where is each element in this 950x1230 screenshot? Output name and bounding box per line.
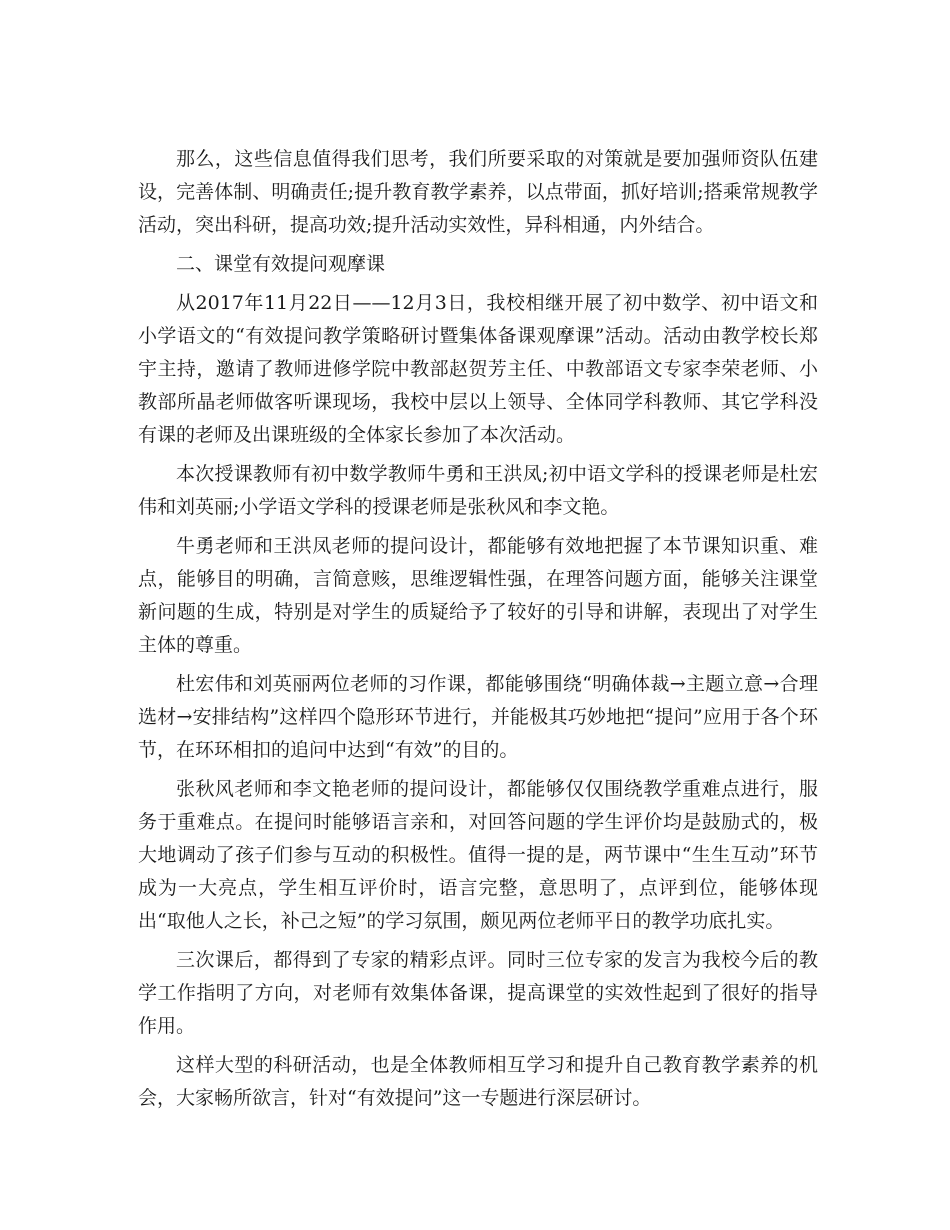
paragraph-expert-review: 三次课后，都得到了专家的精彩点评。同时三位专家的发言为我校今后的教学工作指明了方向，对老师有效集体备课，提高课堂的实效性起到了很好的指导作用。 (138, 949, 818, 1037)
paragraph-activity-overview: 从2017年11月22日——12月3日，我校相继开展了初中数学、初中语文和小学语文的“有效提问教学策略研讨暨集体备课观摩课”活动。活动由教学校长郑宇主持，邀请了教师进修学院中教部赵贺芳主任、中教部语文专家李荣老师、小教部所晶老师做客听课现场，我校中层以上领导、全体同学科教师、其它学科没有课的老师及出课班级的全体家长参加了本次活动。 (138, 292, 818, 446)
section-heading: 二、课堂有效提问观摩课 (176, 253, 386, 275)
document-body (138, 143, 818, 1121)
paragraph-math-teachers: 牛勇老师和王洪凤老师的提问设计，都能够有效地把握了本节课知识重、难点，能够目的明确，言简意赅，思维逻辑性强，在理答问题方面，能够关注课堂新问题的生成，特别是对学生的质疑给予了较好的引导和讲解，表现出了对学生主体的尊重。 (138, 535, 818, 656)
paragraph-chinese-junior: 杜宏伟和刘英丽两位老师的习作课，都能够围绕“明确体裁→主题立意→合理选材→安排结构”这样四个隐形环节进行，并能极其巧妙地把“提问”应用于各个环节，在环环相扣的追问中达到“有效”的目的。 (138, 673, 818, 761)
paragraph-teachers: 本次授课教师有初中数学教师牛勇和王洪凤;初中语文学科的授课老师是杜宏伟和刘英丽;小学语文学科的授课老师是张秋风和李文艳。 (138, 463, 818, 518)
paragraph-research-activity: 这样大型的科研活动，也是全体教师相互学习和提升自己教育教学素养的机会，大家畅所欲言，针对“有效提问”这一专题进行深层研讨。 (138, 1054, 818, 1109)
paragraph-chinese-primary: 张秋风老师和李文艳老师的提问设计，都能够仅仅围绕教学重难点进行，服务于重难点。在提问时能够语言亲和，对回答问题的学生评价均是鼓励式的，极大地调动了孩子们参与互动的积极性。值得一提的是，两节课中“生生互动”环节成为一大亮点，学生相互评价时，语言完整，意思明了，点评到位，能够体现出“取他人之长，补己之短”的学习氛围，颇见两位老师平日的教学功底扎实。 (138, 778, 818, 932)
paragraph-countermeasures: 那么，这些信息值得我们思考，我们所要采取的对策就是要加强师资队伍建设，完善体制、明确责任;提升教育教学素养，以点带面，抓好培训;搭乘常规教学活动，突出科研，提高功效;提升活动实效性，异科相通，内外结合。 (138, 148, 818, 236)
